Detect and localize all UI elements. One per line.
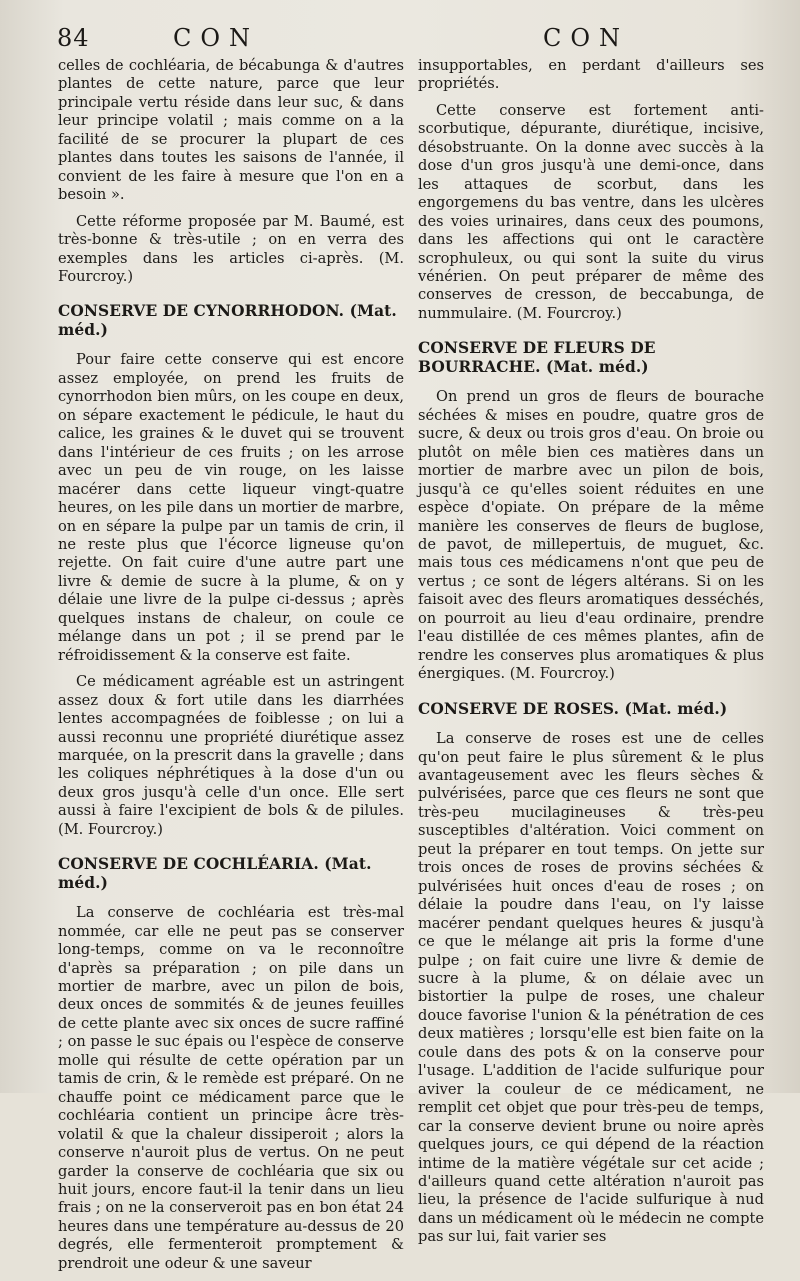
paragraph: On prend un gros de fleurs de bourache séchées & mises en poudre, quatre gros de sucre, & deux ou trois gros d'eau. On broie ou plutôt on mêle bien ces matières dans un mortier de marbre avec un pilon de bois, jusqu'à ce qu'elles soient réduites en une espèce d'opiate. On prépare de la même manière les conserves de fleurs de buglose, de pavot, de millepertuis, de muguet, &c. mais tous ces médicamens n'ont que peu de vertus ; ce sont de légers altérans. Si on les faisoit avec des fleurs aromatiques desséchés, on pourroit au lieu d'eau ordinaire, prendre l'eau distillée de ces mêmes plantes, afin de rendre les conserves plus aromatiques & plus énergiques. (M. Fourcroy.) xyxy=(418,388,764,683)
paragraph: La conserve de roses est une de celles qu'on peut faire le plus sûrement & le plus avantageusement avec les fleurs sèches & pulvérisées, parce que ces fleurs ne sont que très-peu mucilagineuses & très-peu susceptibles d'altération. Voici comment on peut la préparer en tout temps. On jette sur trois onces de roses de provins séchées & pulvérisées huit onces d'eau de roses ; on délaie la poudre dans l'eau, on l'y laisse macérer pendant quelques heures & jusqu'à ce que le mélange ait pris la forme d'une pulpe ; on fait cuire une livre & demie de sucre à la plume, & on délaie avec un bistortier la pulpe de roses, une chaleur douce favorise l'union & la pénétration de ces deux matières ; lorsqu'elle est bien faite on la coule dans des pots & on la conserve pour l'usage. L'addition de l'acide sulfurique pour aviver la couleur de ce médicament, ne remplit cet objet que pour très-peu de temps, car la conserve devient brune ou noire après quelques jours, ce qui dépend de la réaction intime de la matière végétale sur cet acide ; d'ailleurs quand cette altération n'auroit pas lieu, la présence de l'acide sulfurique à nud dans un médicament où le médecin ne compte pas sur lui, fait varier ses xyxy=(418,730,764,1246)
article-heading-roses: CONSERVE DE ROSES. (Mat. méd.) xyxy=(418,699,728,718)
right-column xyxy=(418,57,764,1255)
paragraph-continued: insupportables, en perdant d'ailleurs ses propriétés. xyxy=(418,57,764,93)
page-header xyxy=(0,22,800,56)
left-column xyxy=(58,57,404,1281)
paragraph-continued: celles de cochléaria, de bécabunga & d'autres plantes de cette nature, parce que leur principale vertu réside dans leur suc, & dans leur principe volatil ; mais comme on a la facilité de se procurer la plupart de ces plantes dans toutes les saisons de l'année, il convient de les faire à mesure que l'on en a besoin ». xyxy=(58,57,404,204)
paragraph: Pour faire cette conserve qui est encore assez employée, on prend les fruits de cynorrhodon bien mûrs, on les coupe en deux, on sépare exactement le pédicule, le haut du calice, les graines & le duvet qui se trouvent dans l'intérieur de ces fruits ; on les arrose avec un peu de vin rouge, on les laisse macérer dans cette liqueur vingt-quatre heures, on les pile dans un mortier de marbre, on en sépare la pulpe par un tamis de crin, il ne reste plus que l'écorce ligneuse qu'on rejette. On fait cuire d'une autre part une livre & demie de sucre à la plume, & on y délaie une livre de la pulpe ci-dessus ; après quelques instans de chaleur, on coule ce mélange dans un pot ; il se prend par le réfroidissement & la conserve est faite. xyxy=(58,351,404,664)
page-number: 84 xyxy=(57,24,90,52)
article-heading-cochlearia: CONSERVE DE COCHLÉARIA. (Mat. méd.) xyxy=(58,855,372,892)
paragraph: Cette conserve est fortement anti-scorbutique, dépurante, diurétique, incisive, désobstruante. On la donne avec succès à la dose d'un gros jusqu'à une demi-once, dans les attaques de scorbut, dans les engorgemens du bas ventre, dans les ulcères des voies urinaires, dans ceux des poumons, dans les affections qui ont le caractère scrophuleux, ou qui sont la suite du virus vénérien. On peut préparer de même des conserves de cresson, de beccabunga, de nummulaire. (M. Fourcroy.) xyxy=(418,101,764,322)
paragraph: La conserve de cochléaria est très-mal nommée, car elle ne peut pas se conserver long-temps, comme on va le reconnoître d'après sa préparation ; on pile dans un mortier de marbre, avec un pilon de bois, deux onces de sommités & de jeunes feuilles de cette plante avec six onces de sucre raffiné ; on passe le suc épais ou l'espèce de conserve molle qui résulte de cette opération par un tamis de crin, & le remède est préparé. On ne chauffe point ce médicament parce que le cochléaria contient un principe âcre très-volatil & que la chaleur dissiperoit ; alors la conserve n'auroit plus de vertus. On ne peut garder la conserve de cochléaria que six ou huit jours, encore faut-il la tenir dans un lieu frais ; on ne la conserveroit pas en bon état 24 heures dans une température au-dessus de 20 degrés, elle fermenteroit promptement & prendroit une odeur & une saveur xyxy=(58,904,404,1272)
running-head-right: CON xyxy=(543,24,630,52)
article-heading-cynorrhodon: CONSERVE DE CYNORRHODON. (Mat. méd.) xyxy=(58,302,397,339)
article-heading-bourrache: CONSERVE DE FLEURS DE BOURRACHE. (Mat. méd.) xyxy=(418,339,656,376)
running-head-left: CON xyxy=(173,24,260,52)
paragraph: Ce médicament agréable est un astringent assez doux & fort utile dans les diarrhées lentes accompagnées de foiblesse ; on lui a aussi reconnu une propriété diurétique assez marquée, on la prescrit dans la gravelle ; dans les coliques néphrétiques à la dose d'un ou deux gros jusqu'à celle d'un once. Elle sert aussi à faire l'excipient de bols & de pilules. (M. Fourcroy.) xyxy=(58,673,404,838)
paragraph: Cette réforme proposée par M. Baumé, est très-bonne & très-utile ; on en verra des exemples dans les articles ci-après. (M. Fourcroy.) xyxy=(58,212,404,285)
